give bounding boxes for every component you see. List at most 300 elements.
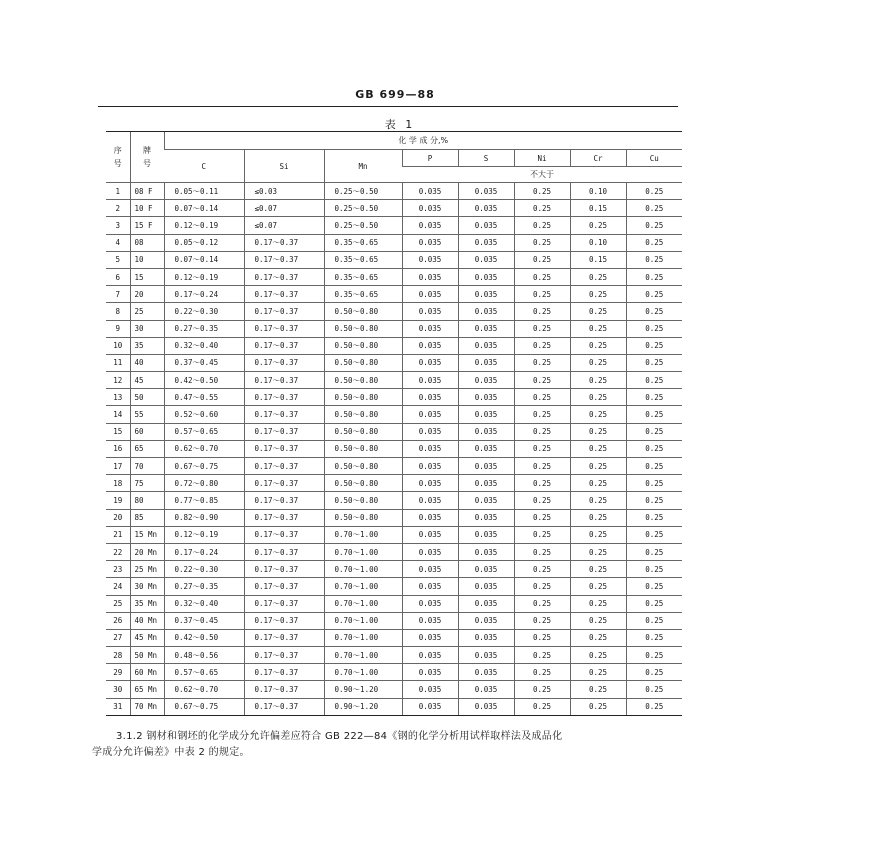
cu-cell: 0.25 — [626, 629, 682, 646]
ni-cell: 0.25 — [514, 183, 570, 200]
mn-cell: 0.50～0.80 — [324, 458, 402, 475]
ni-cell: 0.25 — [514, 647, 570, 664]
c-cell: 0.37～0.45 — [164, 612, 244, 629]
cu-cell: 0.25 — [626, 526, 682, 543]
p-cell: 0.035 — [402, 354, 458, 371]
c-cell: 0.82～0.90 — [164, 509, 244, 526]
table-row — [106, 629, 682, 646]
seq-cell: 22 — [106, 543, 130, 560]
grade-cell: 15 F — [130, 217, 164, 234]
seq-cell: 30 — [106, 681, 130, 698]
s-cell: 0.035 — [458, 698, 514, 715]
table-row — [106, 406, 682, 423]
c-cell: 0.67～0.75 — [164, 458, 244, 475]
grade-cell: 15 — [130, 268, 164, 285]
cu-cell: 0.25 — [626, 337, 682, 354]
seq-cell: 6 — [106, 268, 130, 285]
s-cell: 0.035 — [458, 440, 514, 457]
mn-cell: 0.35～0.65 — [324, 286, 402, 303]
ni-cell: 0.25 — [514, 543, 570, 560]
si-cell: 0.17～0.37 — [244, 268, 324, 285]
si-cell: 0.17～0.37 — [244, 647, 324, 664]
cr-cell: 0.25 — [570, 595, 626, 612]
c-cell: 0.32～0.40 — [164, 337, 244, 354]
s-cell: 0.035 — [458, 561, 514, 578]
mn-cell: 0.35～0.65 — [324, 234, 402, 251]
grade-cell: 45 Mn — [130, 629, 164, 646]
grade-cell: 20 Mn — [130, 543, 164, 560]
cu-cell: 0.25 — [626, 286, 682, 303]
c-cell: 0.62～0.70 — [164, 440, 244, 457]
c-cell: 0.77～0.85 — [164, 492, 244, 509]
c-cell: 0.05～0.12 — [164, 234, 244, 251]
col-header-seq: 序 号 — [106, 132, 130, 183]
p-cell: 0.035 — [402, 526, 458, 543]
c-cell: 0.32～0.40 — [164, 595, 244, 612]
cr-cell: 0.15 — [570, 200, 626, 217]
grade-cell: 50 — [130, 389, 164, 406]
si-cell: 0.17～0.37 — [244, 509, 324, 526]
s-cell: 0.035 — [458, 234, 514, 251]
table-row — [106, 337, 682, 354]
col-header-p: P — [402, 150, 458, 167]
cr-cell: 0.25 — [570, 406, 626, 423]
grade-cell: 60 Mn — [130, 664, 164, 681]
p-cell: 0.035 — [402, 372, 458, 389]
p-cell: 0.035 — [402, 492, 458, 509]
cr-cell: 0.25 — [570, 372, 626, 389]
si-cell: 0.17～0.37 — [244, 234, 324, 251]
c-cell: 0.42～0.50 — [164, 629, 244, 646]
cu-cell: 0.25 — [626, 561, 682, 578]
table-row — [106, 234, 682, 251]
c-cell: 0.17～0.24 — [164, 286, 244, 303]
p-cell: 0.035 — [402, 440, 458, 457]
cu-cell: 0.25 — [626, 183, 682, 200]
p-cell: 0.035 — [402, 406, 458, 423]
si-cell: 0.17～0.37 — [244, 337, 324, 354]
cr-cell: 0.25 — [570, 286, 626, 303]
ni-cell: 0.25 — [514, 372, 570, 389]
seq-cell: 18 — [106, 475, 130, 492]
si-cell: 0.17～0.37 — [244, 475, 324, 492]
grade-cell: 10 F — [130, 200, 164, 217]
grade-cell: 85 — [130, 509, 164, 526]
grade-cell: 25 — [130, 303, 164, 320]
cu-cell: 0.25 — [626, 578, 682, 595]
grade-cell: 70 — [130, 458, 164, 475]
s-cell: 0.035 — [458, 406, 514, 423]
cr-cell: 0.25 — [570, 578, 626, 595]
si-cell: 0.17～0.37 — [244, 389, 324, 406]
s-cell: 0.035 — [458, 423, 514, 440]
s-cell: 0.035 — [458, 492, 514, 509]
grade-cell: 25 Mn — [130, 561, 164, 578]
mn-cell: 0.50～0.80 — [324, 492, 402, 509]
cu-cell: 0.25 — [626, 234, 682, 251]
table-row — [106, 543, 682, 560]
cu-cell: 0.25 — [626, 475, 682, 492]
ni-cell: 0.25 — [514, 492, 570, 509]
mn-cell: 0.50～0.80 — [324, 406, 402, 423]
ni-cell: 0.25 — [514, 440, 570, 457]
p-cell: 0.035 — [402, 389, 458, 406]
cr-cell: 0.10 — [570, 234, 626, 251]
grade-cell: 40 Mn — [130, 612, 164, 629]
p-cell: 0.035 — [402, 509, 458, 526]
c-cell: 0.72～0.80 — [164, 475, 244, 492]
grade-cell: 65 Mn — [130, 681, 164, 698]
ni-cell: 0.25 — [514, 612, 570, 629]
s-cell: 0.035 — [458, 458, 514, 475]
seq-cell: 2 — [106, 200, 130, 217]
seq-cell: 25 — [106, 595, 130, 612]
cu-cell: 0.25 — [626, 354, 682, 371]
mn-cell: 0.50～0.80 — [324, 303, 402, 320]
mn-cell: 0.50～0.80 — [324, 440, 402, 457]
c-cell: 0.07～0.14 — [164, 200, 244, 217]
seq-cell: 14 — [106, 406, 130, 423]
col-header-c: C — [164, 150, 244, 183]
seq-cell: 20 — [106, 509, 130, 526]
col-header-cu: Cu — [626, 150, 682, 167]
table-row — [106, 681, 682, 698]
seq-cell: 16 — [106, 440, 130, 457]
cu-cell: 0.25 — [626, 440, 682, 457]
mn-cell: 0.70～1.00 — [324, 526, 402, 543]
s-cell: 0.035 — [458, 183, 514, 200]
cr-cell: 0.25 — [570, 664, 626, 681]
table-row — [106, 475, 682, 492]
cu-cell: 0.25 — [626, 595, 682, 612]
ni-cell: 0.25 — [514, 698, 570, 715]
c-cell: 0.42～0.50 — [164, 372, 244, 389]
si-cell: 0.17～0.37 — [244, 320, 324, 337]
cr-cell: 0.25 — [570, 647, 626, 664]
seq-cell: 8 — [106, 303, 130, 320]
p-cell: 0.035 — [402, 286, 458, 303]
p-cell: 0.035 — [402, 183, 458, 200]
s-cell: 0.035 — [458, 681, 514, 698]
cu-cell: 0.25 — [626, 698, 682, 715]
clause-note — [92, 729, 696, 761]
s-cell: 0.035 — [458, 664, 514, 681]
mn-cell: 0.70～1.00 — [324, 561, 402, 578]
c-cell: 0.22～0.30 — [164, 561, 244, 578]
cu-cell: 0.25 — [626, 320, 682, 337]
ni-cell: 0.25 — [514, 389, 570, 406]
p-cell: 0.035 — [402, 200, 458, 217]
mn-cell: 0.50～0.80 — [324, 337, 402, 354]
c-cell: 0.27～0.35 — [164, 578, 244, 595]
cu-cell: 0.25 — [626, 423, 682, 440]
table-row — [106, 200, 682, 217]
seq-cell: 15 — [106, 423, 130, 440]
cu-cell: 0.25 — [626, 681, 682, 698]
mn-cell: 0.50～0.80 — [324, 475, 402, 492]
mn-cell: 0.25～0.50 — [324, 183, 402, 200]
c-cell: 0.17～0.24 — [164, 543, 244, 560]
cu-cell: 0.25 — [626, 492, 682, 509]
cu-cell: 0.25 — [626, 200, 682, 217]
mn-cell: 0.50～0.80 — [324, 320, 402, 337]
p-cell: 0.035 — [402, 647, 458, 664]
grade-cell: 40 — [130, 354, 164, 371]
c-cell: 0.67～0.75 — [164, 698, 244, 715]
max-limit-note: 不大于 — [402, 167, 682, 183]
ni-cell: 0.25 — [514, 475, 570, 492]
p-cell: 0.035 — [402, 217, 458, 234]
grade-cell: 15 Mn — [130, 526, 164, 543]
p-cell: 0.035 — [402, 681, 458, 698]
s-cell: 0.035 — [458, 303, 514, 320]
table-row — [106, 251, 682, 268]
ni-cell: 0.25 — [514, 320, 570, 337]
cu-cell: 0.25 — [626, 303, 682, 320]
seq-cell: 21 — [106, 526, 130, 543]
grade-cell: 20 — [130, 286, 164, 303]
cu-cell: 0.25 — [626, 458, 682, 475]
mn-cell: 0.50～0.80 — [324, 354, 402, 371]
c-cell: 0.12～0.19 — [164, 217, 244, 234]
seq-cell: 7 — [106, 286, 130, 303]
mn-cell: 0.35～0.65 — [324, 251, 402, 268]
si-cell: 0.17～0.37 — [244, 698, 324, 715]
c-cell: 0.48～0.56 — [164, 647, 244, 664]
cu-cell: 0.25 — [626, 543, 682, 560]
table-row — [106, 595, 682, 612]
table-row — [106, 647, 682, 664]
s-cell: 0.035 — [458, 526, 514, 543]
mn-cell: 0.70～1.00 — [324, 612, 402, 629]
mn-cell: 0.35～0.65 — [324, 268, 402, 285]
mn-cell: 0.90～1.20 — [324, 681, 402, 698]
grade-cell: 30 Mn — [130, 578, 164, 595]
c-cell: 0.12～0.19 — [164, 268, 244, 285]
table-row — [106, 286, 682, 303]
cu-cell: 0.25 — [626, 389, 682, 406]
ni-cell: 0.25 — [514, 423, 570, 440]
cr-cell: 0.25 — [570, 492, 626, 509]
cu-cell: 0.25 — [626, 372, 682, 389]
s-cell: 0.035 — [458, 251, 514, 268]
cu-cell: 0.25 — [626, 664, 682, 681]
grade-cell: 45 — [130, 372, 164, 389]
cr-cell: 0.10 — [570, 183, 626, 200]
grade-cell: 08 F — [130, 183, 164, 200]
cr-cell: 0.25 — [570, 303, 626, 320]
mn-cell: 0.90～1.20 — [324, 698, 402, 715]
p-cell: 0.035 — [402, 475, 458, 492]
c-cell: 0.07～0.14 — [164, 251, 244, 268]
note-line-2: 学成分允许偏差》中表 2 的规定。 — [92, 747, 250, 758]
s-cell: 0.035 — [458, 200, 514, 217]
col-header-s: S — [458, 150, 514, 167]
seq-cell: 29 — [106, 664, 130, 681]
p-cell: 0.035 — [402, 629, 458, 646]
si-cell: 0.17～0.37 — [244, 492, 324, 509]
c-cell: 0.27～0.35 — [164, 320, 244, 337]
table-row — [106, 664, 682, 681]
si-cell: 0.17～0.37 — [244, 526, 324, 543]
cu-cell: 0.25 — [626, 217, 682, 234]
p-cell: 0.035 — [402, 268, 458, 285]
table-title: 表 1 — [384, 118, 416, 131]
ni-cell: 0.25 — [514, 286, 570, 303]
s-cell: 0.035 — [458, 647, 514, 664]
cr-cell: 0.25 — [570, 681, 626, 698]
si-cell: 0.17～0.37 — [244, 595, 324, 612]
seq-cell: 24 — [106, 578, 130, 595]
s-cell: 0.035 — [458, 354, 514, 371]
p-cell: 0.035 — [402, 698, 458, 715]
seq-cell: 26 — [106, 612, 130, 629]
grade-cell: 08 — [130, 234, 164, 251]
cr-cell: 0.25 — [570, 458, 626, 475]
si-cell: 0.17～0.37 — [244, 286, 324, 303]
si-cell: ≤0.07 — [244, 200, 324, 217]
seq-cell: 9 — [106, 320, 130, 337]
note-line-1: 3.1.2 钢材和钢坯的化学成分允许偏差应符合 GB 222—84《钢的化学分析用试样取样法及成品化 — [116, 731, 563, 742]
grade-cell: 35 — [130, 337, 164, 354]
seq-cell: 28 — [106, 647, 130, 664]
p-cell: 0.035 — [402, 251, 458, 268]
s-cell: 0.035 — [458, 543, 514, 560]
table-row — [106, 268, 682, 285]
s-cell: 0.035 — [458, 509, 514, 526]
ni-cell: 0.25 — [514, 664, 570, 681]
c-cell: 0.05～0.11 — [164, 183, 244, 200]
c-cell: 0.22～0.30 — [164, 303, 244, 320]
mn-cell: 0.70～1.00 — [324, 664, 402, 681]
s-cell: 0.035 — [458, 320, 514, 337]
mn-cell: 0.70～1.00 — [324, 578, 402, 595]
seq-cell: 5 — [106, 251, 130, 268]
ni-cell: 0.25 — [514, 268, 570, 285]
table-row — [106, 492, 682, 509]
s-cell: 0.035 — [458, 268, 514, 285]
s-cell: 0.035 — [458, 389, 514, 406]
table-row — [106, 389, 682, 406]
si-cell: 0.17～0.37 — [244, 578, 324, 595]
p-cell: 0.035 — [402, 234, 458, 251]
si-cell: 0.17～0.37 — [244, 354, 324, 371]
si-cell: 0.17～0.37 — [244, 303, 324, 320]
si-cell: ≤0.07 — [244, 217, 324, 234]
p-cell: 0.035 — [402, 612, 458, 629]
cr-cell: 0.25 — [570, 217, 626, 234]
ni-cell: 0.25 — [514, 681, 570, 698]
ni-cell: 0.25 — [514, 526, 570, 543]
grade-cell: 60 — [130, 423, 164, 440]
s-cell: 0.035 — [458, 337, 514, 354]
table-row — [106, 423, 682, 440]
ni-cell: 0.25 — [514, 595, 570, 612]
seq-cell: 13 — [106, 389, 130, 406]
p-cell: 0.035 — [402, 578, 458, 595]
grade-cell: 70 Mn — [130, 698, 164, 715]
s-cell: 0.035 — [458, 578, 514, 595]
seq-cell: 27 — [106, 629, 130, 646]
cr-cell: 0.25 — [570, 526, 626, 543]
grade-cell: 65 — [130, 440, 164, 457]
mn-cell: 0.70～1.00 — [324, 647, 402, 664]
mn-cell: 0.25～0.50 — [324, 200, 402, 217]
grade-cell: 35 Mn — [130, 595, 164, 612]
p-cell: 0.035 — [402, 337, 458, 354]
s-cell: 0.035 — [458, 217, 514, 234]
si-cell: 0.17～0.37 — [244, 561, 324, 578]
grade-cell: 80 — [130, 492, 164, 509]
col-header-grade: 牌 号 — [130, 132, 164, 183]
si-cell: 0.17～0.37 — [244, 664, 324, 681]
col-header-si: Si — [244, 150, 324, 183]
ni-cell: 0.25 — [514, 251, 570, 268]
cu-cell: 0.25 — [626, 251, 682, 268]
table-body — [106, 183, 682, 716]
si-cell: 0.17～0.37 — [244, 629, 324, 646]
table-row — [106, 372, 682, 389]
cr-cell: 0.25 — [570, 389, 626, 406]
mn-cell: 0.70～1.00 — [324, 543, 402, 560]
ni-cell: 0.25 — [514, 217, 570, 234]
col-header-cr: Cr — [570, 150, 626, 167]
si-cell: ≤0.03 — [244, 183, 324, 200]
ni-cell: 0.25 — [514, 629, 570, 646]
table-row — [106, 183, 682, 200]
cu-cell: 0.25 — [626, 509, 682, 526]
cr-cell: 0.25 — [570, 698, 626, 715]
si-cell: 0.17～0.37 — [244, 543, 324, 560]
mn-cell: 0.50～0.80 — [324, 509, 402, 526]
c-cell: 0.62～0.70 — [164, 681, 244, 698]
table-row — [106, 217, 682, 234]
table-row — [106, 509, 682, 526]
s-cell: 0.035 — [458, 612, 514, 629]
grade-cell: 75 — [130, 475, 164, 492]
grade-cell: 10 — [130, 251, 164, 268]
header-rule — [98, 106, 678, 107]
c-cell: 0.47～0.55 — [164, 389, 244, 406]
p-cell: 0.035 — [402, 595, 458, 612]
grade-cell: 50 Mn — [130, 647, 164, 664]
si-cell: 0.17～0.37 — [244, 406, 324, 423]
table-row — [106, 458, 682, 475]
mn-cell: 0.70～1.00 — [324, 595, 402, 612]
cr-cell: 0.25 — [570, 543, 626, 560]
seq-cell: 1 — [106, 183, 130, 200]
grade-cell: 30 — [130, 320, 164, 337]
cr-cell: 0.25 — [570, 629, 626, 646]
p-cell: 0.035 — [402, 303, 458, 320]
p-cell: 0.035 — [402, 561, 458, 578]
cu-cell: 0.25 — [626, 612, 682, 629]
group-header-composition: 化 学 成 分,% — [164, 132, 682, 150]
table-row — [106, 612, 682, 629]
cr-cell: 0.25 — [570, 354, 626, 371]
col-header-ni: Ni — [514, 150, 570, 167]
cr-cell: 0.25 — [570, 561, 626, 578]
c-cell: 0.57～0.65 — [164, 423, 244, 440]
mn-cell: 0.50～0.80 — [324, 389, 402, 406]
seq-cell: 4 — [106, 234, 130, 251]
si-cell: 0.17～0.37 — [244, 251, 324, 268]
seq-cell: 12 — [106, 372, 130, 389]
ni-cell: 0.25 — [514, 561, 570, 578]
table-row — [106, 303, 682, 320]
table-row — [106, 440, 682, 457]
standard-number: GB 699—88 — [355, 88, 435, 101]
